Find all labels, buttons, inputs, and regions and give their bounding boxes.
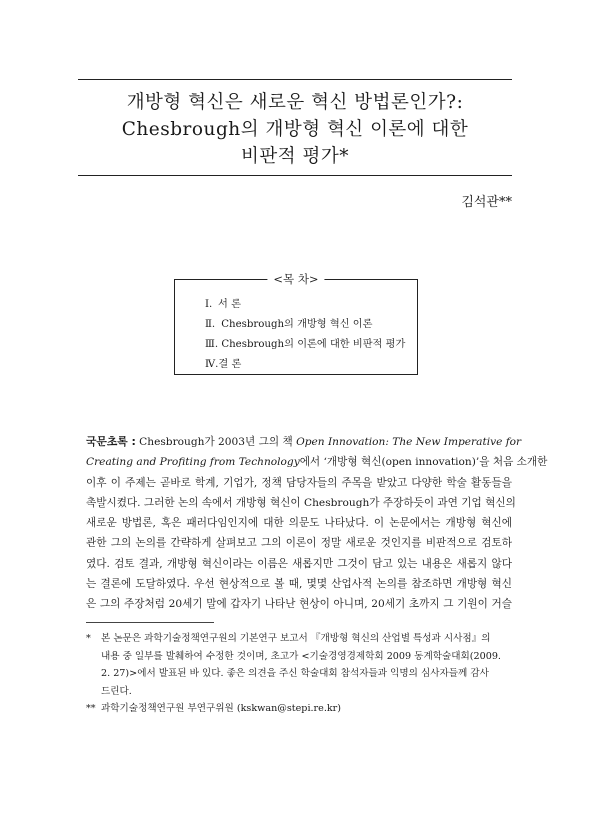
abstract-text: 에서 ‘개방형 혁신(open innovation)’을 처음 소개한 (299, 456, 548, 469)
book-title: Creating and Profiting from Technology (86, 456, 300, 469)
footnote (86, 700, 512, 718)
toc-item-number: Ⅳ. (205, 359, 219, 370)
abstract-line: 이후 이 주제는 곧바로 학계, 기업가, 정책 담당자들의 주목을 받았고 다양한 학술 활동들을 (86, 476, 512, 489)
title-line-3: 비판적 평가* (241, 146, 349, 167)
abstract-line: 는 결론에 도달하였다. 우선 현상적으로 볼 때, 몇몇 산업사적 논의를 참조하면 개방형 혁신 (86, 578, 512, 591)
footnote (86, 630, 512, 648)
title-bottom-rule (78, 175, 512, 176)
footnote-divider (86, 622, 214, 623)
toc-item-label: 결 론 (218, 359, 242, 370)
toc-list (205, 295, 405, 375)
footnote-continuation: 드린다. (101, 685, 132, 697)
toc-item-label: Chesbrough의 이론에 대한 비판적 평가 (221, 339, 406, 350)
toc-item (205, 295, 405, 315)
footnote-continuation: 내용 중 일부를 발췌하여 수정한 것이며, 초고가 <기술경영경제학회 2009 동계학술대회(2009. (101, 650, 501, 662)
toc-item (205, 315, 405, 335)
toc-item-number: Ⅲ. (205, 339, 219, 350)
abstract-line: 촉발시켰다. 그러한 논의 속에서 개방형 혁신이 Chesbrough가 주장하듯이 과연 기업 혁신의 (86, 496, 516, 509)
footnote-text: 본 논문은 과학기술정책연구원의 기본연구 보고서 『개방형 혁신의 산업별 특성과 시사점』의 (101, 633, 491, 644)
footnote-text: 과학기술정책연구원 부연구위원 (kskwan@stepi.re.kr) (101, 703, 342, 714)
toc-item (205, 335, 405, 355)
title-line-2: Chesbrough의 개방형 혁신 이론에 대한 (121, 119, 469, 140)
abstract-line: 은 그의 주장처럼 20세기 말에 갑자기 나타난 현상이 아니며, 20세기 초까지 그 기원이 거슬 (86, 598, 512, 611)
toc-heading: <목 차> (267, 271, 324, 287)
abstract-line: 관한 그의 논의를 간략하게 살펴보고 그의 이론이 정말 새로운 것인지를 비판적으로 검토하 (86, 537, 512, 550)
toc-item-number: Ⅰ. (205, 299, 213, 310)
abstract-label: 국문초록 : (86, 435, 136, 448)
footnote-continuation: 2. 27)>에서 발표된 바 있다. 좋은 의견을 주신 학술대회 참석자들과 익명의 심사자들께 감사 (101, 668, 489, 679)
footnote-mark: * (86, 633, 91, 644)
footnote-mark: ** (86, 703, 96, 714)
book-title: Open Innovation: The New Imperative for (296, 436, 522, 448)
toc-item-label: 서 론 (218, 299, 241, 310)
toc-item-number: Ⅱ. (205, 319, 216, 330)
title-top-rule (78, 79, 512, 80)
abstract-line (86, 452, 548, 472)
abstract-text: Chesbrough가 2003년 그의 책 (139, 436, 297, 448)
footnotes (86, 630, 512, 718)
abstract-line: 였다. 검토 결과, 개방형 혁신이라는 이름은 새롭지만 그것이 담고 있는 내용은 새롭지 않다 (86, 557, 512, 570)
author-name: 김석관** (461, 195, 512, 210)
title-line-1: 개방형 혁신은 새로운 혁신 방법론인가?: (126, 92, 464, 113)
abstract-line: 새로운 방법론, 혹은 패러다임인지에 대한 의문도 나타났다. 이 논문에서는 개방형 혁신에 (86, 517, 512, 530)
korean-abstract (86, 432, 548, 615)
abstract-line (86, 432, 522, 452)
paper-title (78, 89, 512, 170)
table-of-contents (174, 272, 418, 375)
toc-item (205, 355, 405, 375)
toc-item-label: Chesbrough의 개방형 혁신 이론 (221, 319, 373, 330)
